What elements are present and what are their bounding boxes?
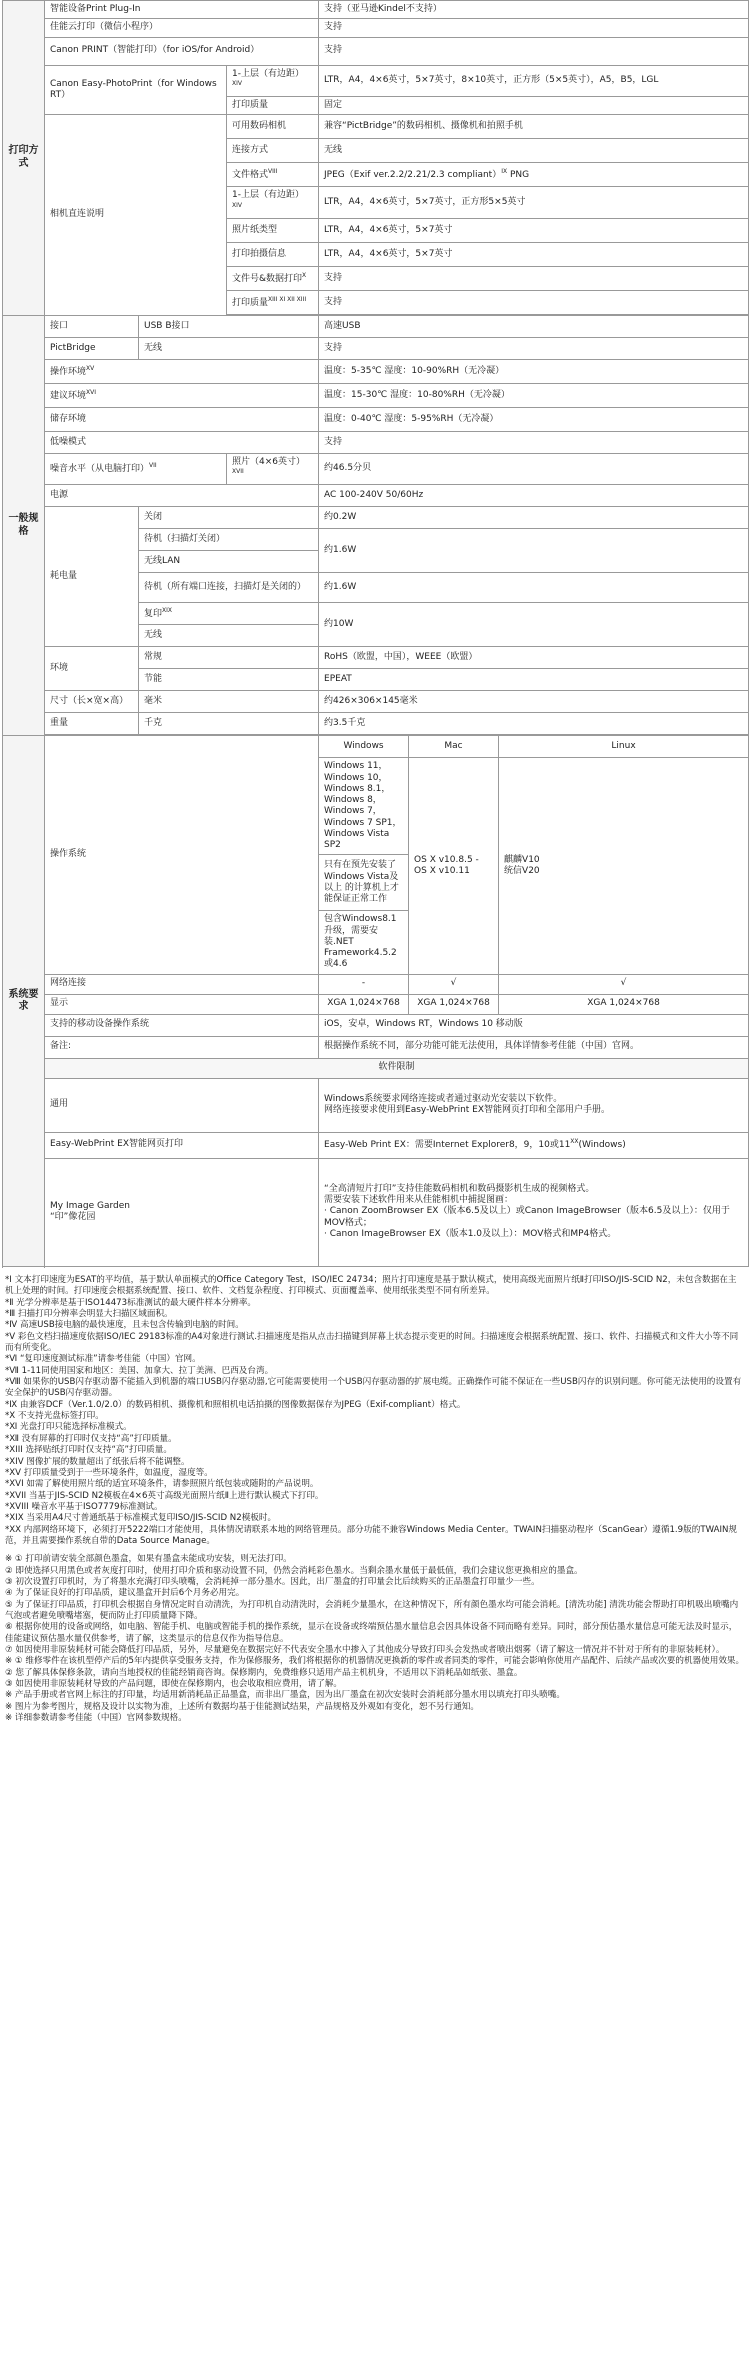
sub-value: JPEG（Exif ver.2.2/2.21/2.3 compliant）$^{IX}$ PNG xyxy=(319,163,749,187)
usage-note: ② 即使选择只用黑色或者灰度打印时，使用打印介质和驱动设置不同，仍然会消耗彩色墨水。当剩余墨水量低于最低值，我们会建议您更换相应的墨盒。 xyxy=(5,1565,583,1576)
row-value: 约10W xyxy=(319,603,749,647)
usage-note: ⑦ 如因使用非原装耗材可能会降低打印品质，另外，尽量避免在数据完好不代表安全墨水中掺入了其他成分导致打印头会发热或者喷出烟雾（请了解这一情况并不针对于所有的非原装耗材）。 xyxy=(5,1645,725,1655)
sub-label: 千克 xyxy=(139,713,319,735)
usage-note: ※ 图片为参考图片，规格及设计以实物为准，上述所有数据均基于佳能测试结果，产品规格及外观如有变化，恕不另行通知。 xyxy=(5,1701,479,1712)
footnote: *XIV 图像扩展的数量超出了纸张后将不能调整。 xyxy=(5,1456,190,1467)
usage-note: ③ 如因使用非原装耗材导致的产品问题，即使在保修期内，也会收取相应费用，请了解。 xyxy=(5,1679,343,1690)
sub-value: LTR，A4，4×6英寸，5×7英寸，正方形5×5英寸 xyxy=(319,187,749,219)
row-label: 重量 xyxy=(45,713,139,735)
footnote: *Ⅱ 光学分辨率是基于ISO14473标准测试的最大硬件样本分辨率。 xyxy=(5,1297,257,1308)
network-windows: - xyxy=(319,974,409,994)
sub-label: 待机（扫描灯关闭） xyxy=(139,529,319,551)
row-label: 网络连接 xyxy=(45,974,319,994)
sub-label: USB B接口 xyxy=(139,315,319,337)
row-value: 约3.5千克 xyxy=(319,713,749,735)
row-label: 储存环境 xyxy=(45,407,319,431)
row-label: PictBridge xyxy=(45,337,139,359)
row-label: 低噪模式 xyxy=(45,431,319,453)
row-label: 操作环境$^{XV}$ xyxy=(45,359,319,383)
footnote: *Ⅰ 文本打印速度为ESAT的平均值，基于默认单面模式的Office Category Test，ISO/IEC 24734；照片打印速度是基于默认模式，使用高级光面照片纸Ⅱ打印ISO/JIS-SCID N2，未包含数据在主机上处理的时间。打印速度会根据系统配置、接口、软件、文档复杂程度、打印模式、页面覆盖率、使用纸张类型不同有所差异。 xyxy=(5,1275,737,1297)
sub-label: 节能 xyxy=(139,669,319,691)
row-label: 智能设备Print Plug-In xyxy=(45,1,319,19)
footnote: *Ⅵ “复印速度测试标准”请参考佳能（中国）官网。 xyxy=(5,1354,201,1365)
sub-label: 连接方式 xyxy=(227,139,319,163)
row-value: 支持（亚马逊Kindel不支持） xyxy=(319,1,749,19)
row-label: 相机直连说明 xyxy=(45,115,227,316)
software-header: 软件限制 xyxy=(45,1058,749,1078)
sub-label: 打印质量 xyxy=(227,97,319,115)
usage-note: ⑥ 根据你使用的设备或网络，如电脑、智能手机、电脑或智能手机的操作系统，显示在设备或终端预估墨水量信息会因具体设备不同而略有差异。同时，部分预估墨水量信息可能无法及时显示，佳能建议预估墨水量仅供参考，请了解，这类显示的信息仅作为指导信息。 xyxy=(5,1622,738,1644)
sub-value: 无线 xyxy=(319,139,749,163)
footnote: *XX 内部网络环境下，必须打开5222端口才能使用，具体情况请联系本地的网络管理员。部分功能不兼容Windows Media Center。TWAIN扫描驱动程序（ScanGear）遵循1.9版的TWAIN规范，并且需要操作系统自带的Data Source Manage。 xyxy=(5,1524,738,1546)
footnote: *Ⅷ 如果你的USB闪存驱动器不能插入到机器的端口USB闪存驱动器,它可能需要使用一个USB闪存驱动器的扩展电缆。正确操作可能不保证在一些USB闪存的识别问题。你可能无法使用的设置有安全保护的USB闪存驱动器。 xyxy=(5,1377,742,1399)
row-value: 支持 xyxy=(319,19,749,37)
usage-note: ※ 产品手册或者官网上标注的打印量，均适用新消耗品正品墨盒，而非出厂墨盒，因为出厂墨盒在初次安装时会消耗部分墨水用以填充打印头喷嘴。 xyxy=(5,1690,565,1701)
usage-note: ※ ① 维修零件在该机型停产后的5年内提供享受服务支持，作为保修服务，我们将根据你的机器情况更换新的零件或者同类的零件，可能会影响你使用产品配件、后续产品或次要的机器使用效果。 xyxy=(5,1656,745,1667)
sub-label: 无线 xyxy=(139,337,319,359)
sub-value: LTR，A4，4×6英寸，5×7英寸 xyxy=(319,242,749,266)
sub-label: 无线LAN xyxy=(139,551,319,573)
sub-label: 毫米 xyxy=(139,691,319,713)
row-value: Easy-Web Print EX：需要Internet Explorer8，9，10或$11^{XX}(Windows)$ xyxy=(319,1132,749,1158)
usage-note: ③ 初次设置打印机时，为了将墨水充满打印头喷嘴，会消耗掉一部分墨水。因此，出厂墨盒的打印量会比后续购买的正品墨盒打印量少一些。 xyxy=(5,1576,540,1587)
sub-label: 打印质量$^{XIII XI XII XIII}$ xyxy=(227,290,319,314)
row-label: 支持的移动设备操作系统 xyxy=(45,1014,319,1036)
sub-value: 支持 xyxy=(319,266,749,290)
sub-label: 文件格式$^{VIII}$ xyxy=(227,163,319,187)
sub-label: 关闭 xyxy=(139,507,319,529)
sub-value: 支持 xyxy=(319,290,749,314)
footnote: *Ⅹ 不支持光盘标签打印。 xyxy=(5,1411,104,1422)
os-linux: 麒麟V10 统信V20 xyxy=(499,758,749,974)
footnote: *Ⅸ 由兼容DCF（Ver.1.0/2.0）的数码相机、摄像机和照相机电话拍摄的图像数据保存为JPEG（Exif-compliant）格式。 xyxy=(5,1399,466,1410)
footnote: *Ⅶ 1-11同使用国家和地区：美国、加拿大、拉丁美洲、巴西及台湾。 xyxy=(5,1365,274,1376)
footnotes xyxy=(2,1275,748,1547)
usage-notes xyxy=(2,1554,748,1724)
category-general: 一般规格 xyxy=(3,315,45,736)
row-label: 耗电量 xyxy=(45,507,139,647)
row-label: 佳能云打印（微信小程序） xyxy=(45,19,319,37)
footnote: *Ⅳ 高速USB接电脑的最快速度，且未包含传输到电脑的时间。 xyxy=(5,1320,244,1331)
footnote: *Ⅲ 扫描打印分辨率会明显大扫描区域面积。 xyxy=(5,1309,173,1320)
row-label: 尺寸（长×宽×高） xyxy=(45,691,139,713)
sub-label: 常规 xyxy=(139,647,319,669)
row-value: 约0.2W xyxy=(319,507,749,529)
row-value: 约1.6W xyxy=(319,529,749,573)
row-value: 温度：15-30℃ 湿度：10-80%RH（无冷凝） xyxy=(319,383,749,407)
sub-label: 可用数码相机 xyxy=(227,115,319,139)
row-value: 约1.6W xyxy=(319,573,749,603)
row-value: “全高清短片打印”支持佳能数码相机和数码摄影机生成的视频格式。 需要安装下述软件用来从佳能相机中捕捉图画： · Canon ZoomBrowser EX（版本6.5及以上）或Canon ImageBrowser（版本6.5及以上）：仅用于MOV格式； · Canon ImageBrowser EX（版本1.0及以上）：MOV格式和MP4格式。 xyxy=(319,1158,749,1266)
row-label: 环境 xyxy=(45,647,139,691)
sub-label: 照片（4×6英寸）$^{XVII}$ xyxy=(227,453,319,485)
sub-label: 待机（所有端口连接，扫描灯是关闭的） xyxy=(139,573,319,603)
row-value: 约46.5分贝 xyxy=(319,453,749,485)
footnote: *Ⅺ 光盘打印只能选择标准模式。 xyxy=(5,1422,132,1433)
row-label: 通用 xyxy=(45,1078,319,1132)
sub-label: 无线 xyxy=(139,625,319,647)
row-label: Canon Easy-PhotoPrint（for Windows RT） xyxy=(45,65,227,115)
row-label: 接口 xyxy=(45,315,139,337)
usage-note: ④ 为了保证良好的打印品质，建议墨盒开封后6个月务必用完。 xyxy=(5,1588,245,1599)
sub-label: 1-上层（有边距）$^{XIV}$ xyxy=(227,65,319,97)
footnote: *XV 打印质量受到于一些环境条件，如温度，湿度等。 xyxy=(5,1467,213,1478)
sub-label: 文件号&数据打印$^X$ xyxy=(227,266,319,290)
network-mac: √ xyxy=(409,974,499,994)
row-value: 高速USB xyxy=(319,315,749,337)
row-label: 电源 xyxy=(45,485,319,507)
os-windows-note: 包含Windows8.1升级，需要安装.NET Framework4.5.2或4.6 xyxy=(319,911,409,974)
footnote: *XVI 如需了解使用照片纸的适宜环境条件，请参照照片纸包装或随附的产品说明。 xyxy=(5,1479,319,1490)
row-label: 噪音水平（从电脑打印）$^{VII}$ xyxy=(45,453,227,485)
display-linux: XGA 1,024×768 xyxy=(499,994,749,1014)
footnote: *Ⅴ 彩色文档扫描速度依据ISO/IEC 29183标准的A4对象进行测试.扫描速度是指从点击扫描键到屏幕上状态提示变更的时间。扫描速度会根据系统配置、接口、软件、扫描模式和文件大小等不同而有所变化。 xyxy=(5,1331,739,1354)
row-label: My Image Garden “印”像花园 xyxy=(45,1158,319,1266)
row-value: EPEAT xyxy=(319,669,749,691)
sub-value: 固定 xyxy=(319,97,749,115)
row-label: Easy-WebPrint EX智能网页打印 xyxy=(45,1132,319,1158)
sub-label: 1-上层（有边距）$^{XIV}$ xyxy=(227,187,319,219)
row-value: 根据操作系统不同，部分功能可能无法使用，具体详情参考佳能（中国）官网。 xyxy=(319,1036,749,1058)
row-label: Canon PRINT（智能打印）（for iOS/for Android） xyxy=(45,37,319,65)
row-label: 显示 xyxy=(45,994,319,1014)
sub-label: 打印拍摄信息 xyxy=(227,242,319,266)
row-value: RoHS（欧盟，中国），WEEE（欧盟） xyxy=(319,647,749,669)
sub-label: 照片纸类型 xyxy=(227,218,319,242)
footnote: *XIX 当采用A4尺寸普通纸基于标准模式复印ISO/JIS-SCID N2模板时。 xyxy=(5,1513,277,1524)
row-value: 支持 xyxy=(319,337,749,359)
usage-note: ※ 详细参数请参考佳能（中国）官网参数规格。 xyxy=(5,1713,187,1724)
display-mac: XGA 1,024×768 xyxy=(409,994,499,1014)
os-header-mac: Mac xyxy=(409,736,499,758)
row-label: 操作系统 xyxy=(45,736,319,974)
display-windows: XGA 1,024×768 xyxy=(319,994,409,1014)
os-windows-list: Windows 11，Windows 10，Windows 8.1，Windows 8，Windows 7，Windows 7 SP1，Windows Vista SP2 xyxy=(319,758,409,855)
footnote: *Ⅻ 没有屏幕的打印时仅支持“高”打印质量。 xyxy=(5,1433,177,1444)
footnote: *XVII 当基于JIS-SCID N2模板在4×6英寸高级光面照片纸Ⅱ上进行默认模式下打印。 xyxy=(5,1490,324,1501)
os-mac: OS X v10.8.5 - OS X v10.11 xyxy=(409,758,499,974)
usage-note: ⑤ 为了保证打印品质，打印机会根据自身情况定时自动清洗，为打印机自动清洗时，会消耗少量墨水，在这种情况下，所有颜色墨水均可能会消耗。[清洗功能] 清洗功能会帮助打印机吸出喷嘴内气泡或者避免喷嘴堵塞，便而防止打印质量降下降。 xyxy=(5,1599,739,1621)
os-windows-note: 只有在预先安装了Windows Vista及以上 的计算机上才能保证正常工作 xyxy=(319,855,409,911)
row-label: 备注: xyxy=(45,1036,319,1058)
sub-value: 兼容“PictBridge”的数码相机、摄像机和拍照手机 xyxy=(319,115,749,139)
row-value: 温度：5-35℃ 湿度：10-90%RH（无冷凝） xyxy=(319,359,749,383)
footnote: *XIII 选择贴纸打印时仅支持“高”打印质量。 xyxy=(5,1445,172,1456)
row-value: 支持 xyxy=(319,37,749,65)
sub-label: 复印$^{XIX}$ xyxy=(139,603,319,625)
category-print-methods: 打印方式 xyxy=(3,1,45,316)
category-system: 系统要求 xyxy=(3,736,45,1267)
row-value: Windows系统要求网络连接或者通过驱动光安装以下软件。 网络连接要求使用到Easy-WebPrint EX智能网页打印和全部用户手册。 xyxy=(319,1078,749,1132)
network-linux: √ xyxy=(499,974,749,994)
spec-table xyxy=(2,0,749,1267)
usage-note: ② 您了解具体保修条款，请向当地授权的佳能经销商咨询。保修期内，免费维修只适用产品主机机身，不适用以下消耗品如纸张、墨盒。 xyxy=(5,1667,523,1678)
row-value: AC 100-240V 50/60Hz xyxy=(319,485,749,507)
row-value: 约426×306×145毫米 xyxy=(319,691,749,713)
row-value: 温度：0-40℃ 湿度：5-95%RH（无冷凝） xyxy=(319,407,749,431)
row-value: 支持 xyxy=(319,431,749,453)
os-header-linux: Linux xyxy=(499,736,749,758)
sub-value: LTR，A4，4×6英寸，5×7英寸，8×10英寸，正方形（5×5英寸），A5，B5，LGL xyxy=(319,65,749,97)
sub-value: LTR，A4，4×6英寸，5×7英寸 xyxy=(319,218,749,242)
footnote: *XVIII 噪音水平基于ISO7779标准测试。 xyxy=(5,1501,163,1512)
usage-note: ※ ① 打印前请安装全部颜色墨盒，如果有墨盒未能成功安装，则无法打印。 xyxy=(5,1554,292,1565)
row-value: iOS，安卓，Windows RT，Windows 10 移动版 xyxy=(319,1014,749,1036)
row-label: 建议环境$^{XVI}$ xyxy=(45,383,319,407)
os-header-windows: Windows xyxy=(319,736,409,758)
